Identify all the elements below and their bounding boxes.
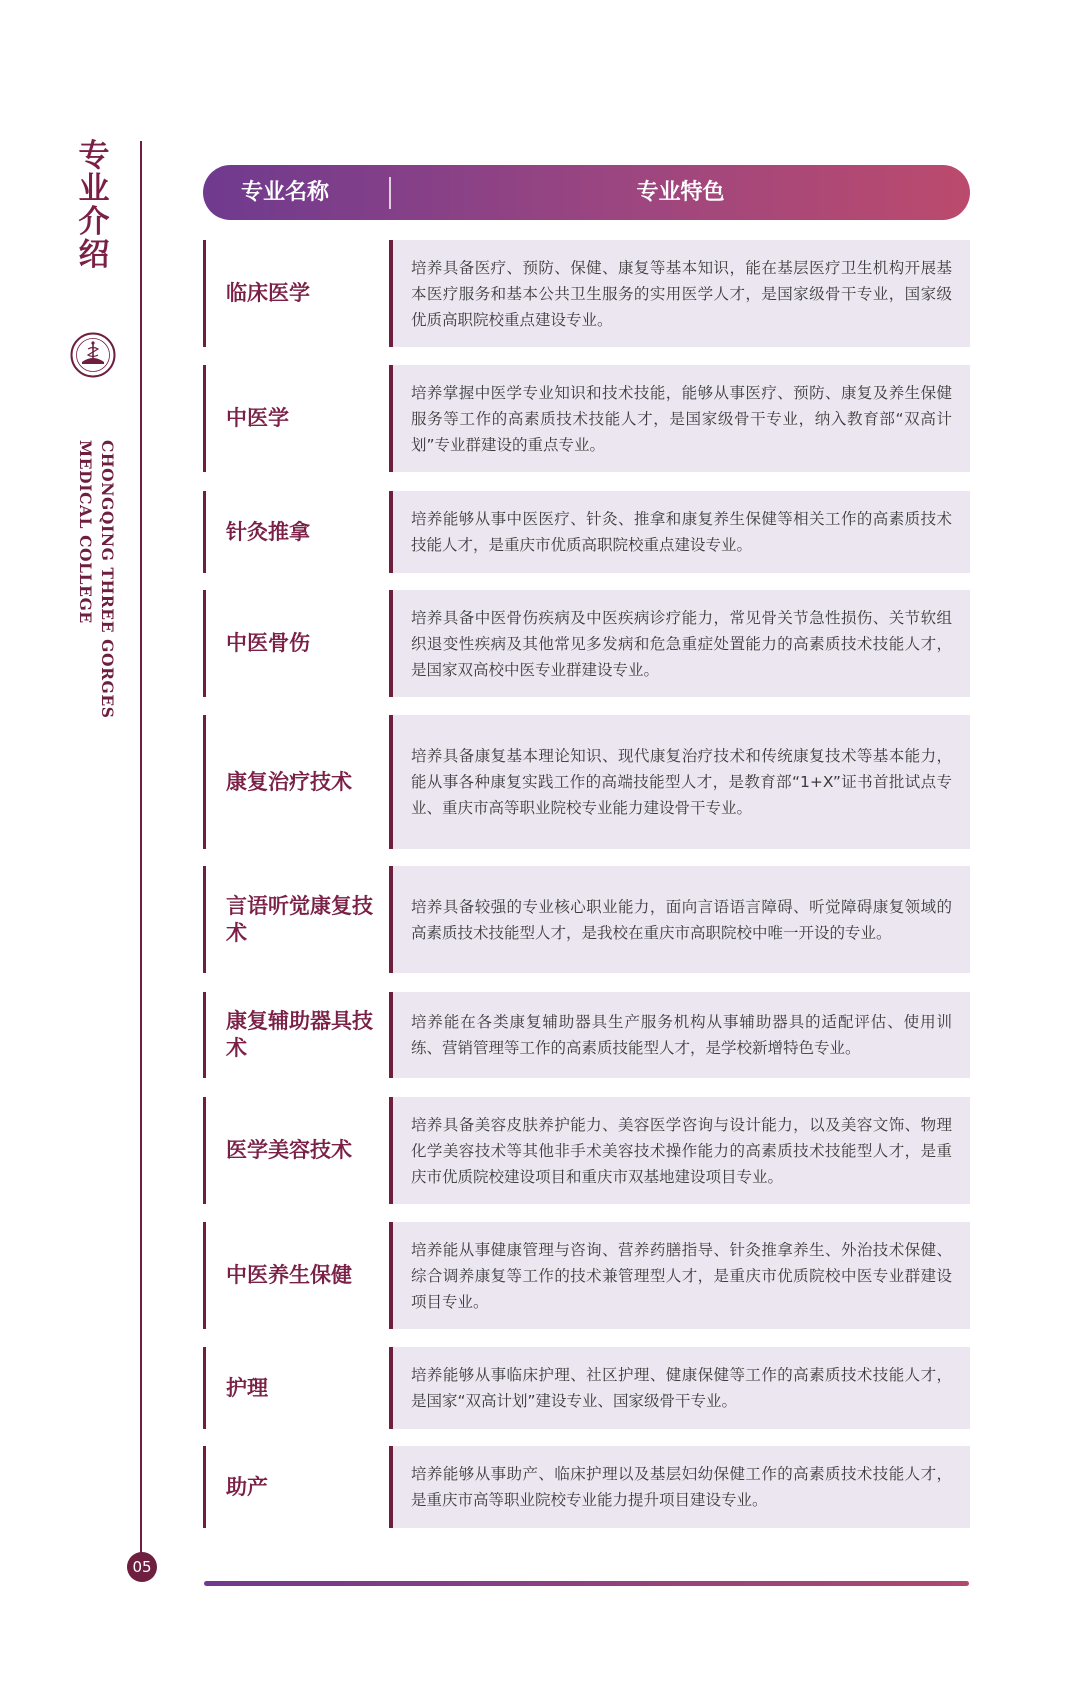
major-row-tcm-health-care xyxy=(203,1222,970,1329)
major-name: 言语听觉康复技术 xyxy=(226,893,373,945)
vertical-rule xyxy=(140,141,142,1561)
table-header xyxy=(203,165,970,220)
major-row-rehab-devices xyxy=(203,992,970,1078)
major-name: 中医养生保健 xyxy=(226,1263,352,1287)
major-description: 培养能从事健康管理与咨询、营养药膳指导、针灸推拿养生、外治技术保健、综合调养康复等工作的技术兼管理型人才，是重庆市优质院校中医专业群建设项目专业。 xyxy=(411,1240,952,1311)
major-description: 培养具备医疗、预防、保健、康复等基本知识，能在基层医疗卫生机构开展基本医疗服务和基本公共卫生服务的实用医学人才，是国家级骨干专业，国家级优质高职院校重点建设专业。 xyxy=(411,258,952,329)
header-major-feature: 专业特色 xyxy=(636,180,725,205)
major-description: 培养能够从事临床护理、社区护理、健康保健等工作的高素质技术技能人才，是国家“双高计划”建设专业、国家级骨干专业。 xyxy=(411,1366,952,1410)
major-row-nursing xyxy=(203,1347,970,1429)
college-name-line-2: MEDICAL COLLEGE xyxy=(76,440,95,624)
college-name-line-1: CHONGQING THREE GORGES xyxy=(98,440,117,719)
section-title: 专业介绍 xyxy=(78,138,110,273)
major-description: 培养具备康复基本理论知识、现代康复治疗技术和传统康复技术等基本能力，能从事各种康复实践工作的高端技能型人才，是教育部“1+X”证书首批试点专业、重庆市高等职业院校专业能力建设骨干专业。 xyxy=(411,747,952,817)
major-row-clinical-medicine xyxy=(203,240,970,347)
page-number-badge: 05 xyxy=(127,1552,157,1582)
major-name: 针灸推拿 xyxy=(226,519,310,544)
major-row-tcm-orthopedics xyxy=(203,590,970,697)
major-description: 培养能够从事助产、临床护理以及基层妇幼保健工作的高素质技术技能人才，是重庆市高等职业院校专业能力提升项目建设专业。 xyxy=(411,1465,952,1509)
header-major-name: 专业名称 xyxy=(241,180,330,205)
major-description: 培养具备较强的专业核心职业能力，面向言语语言障碍、听觉障碍康复领域的高素质技术技能型人才，是我校在重庆市高职院校中唯一开设的专业。 xyxy=(411,897,952,942)
major-name: 助产 xyxy=(226,1474,268,1499)
major-name: 医学美容技术 xyxy=(226,1138,352,1162)
major-description: 培养能够从事中医医疗、针灸、推拿和康复养生保健等相关工作的高素质技术技能人才，是重庆市优质高职院校重点建设专业。 xyxy=(411,510,952,554)
major-row-speech-hearing xyxy=(203,866,970,973)
major-row-medical-cosmetology xyxy=(203,1097,970,1204)
major-name: 护理 xyxy=(226,1375,268,1400)
college-name-english xyxy=(74,440,118,719)
major-row-acupuncture xyxy=(203,491,970,573)
major-row-midwifery xyxy=(203,1446,970,1528)
major-description: 培养掌握中医学专业知识和技术技能，能够从事医疗、预防、康复及养生保健服务等工作的高素质技术技能人才，是国家级骨干专业，纳入教育部“双高计划”专业群建设的重点专业。 xyxy=(411,383,952,454)
major-name: 中医骨伤 xyxy=(226,631,310,655)
major-name: 康复辅助器具技术 xyxy=(226,1009,373,1060)
major-description: 培养能在各类康复辅助器具生产服务机构从事辅助器具的适配评估、使用训练、营销管理等工作的高素质技能型人才，是学校新增特色专业。 xyxy=(411,1013,952,1057)
major-name: 中医学 xyxy=(226,406,289,430)
college-emblem-icon xyxy=(70,332,116,378)
major-name: 康复治疗技术 xyxy=(226,769,352,794)
major-row-rehab-therapy xyxy=(203,715,970,849)
major-description: 培养具备美容皮肤养护能力、美容医学咨询与设计能力，以及美容文饰、物理化学美容技术等其他非手术美容技术操作能力的高素质技术技能型人才，是重庆市优质院校建设项目和重庆市双基地建设项目专业。 xyxy=(411,1115,952,1186)
major-description: 培养具备中医骨伤疾病及中医疾病诊疗能力，常见骨关节急性损伤、关节软组织退变性疾病及其他常见多发病和危急重症处置能力的高素质技术技能人才，是国家双高校中医专业群建设专业。 xyxy=(411,608,952,679)
major-name: 临床医学 xyxy=(226,281,310,305)
major-row-tcm xyxy=(203,365,970,472)
bottom-gradient-bar xyxy=(204,1581,969,1586)
